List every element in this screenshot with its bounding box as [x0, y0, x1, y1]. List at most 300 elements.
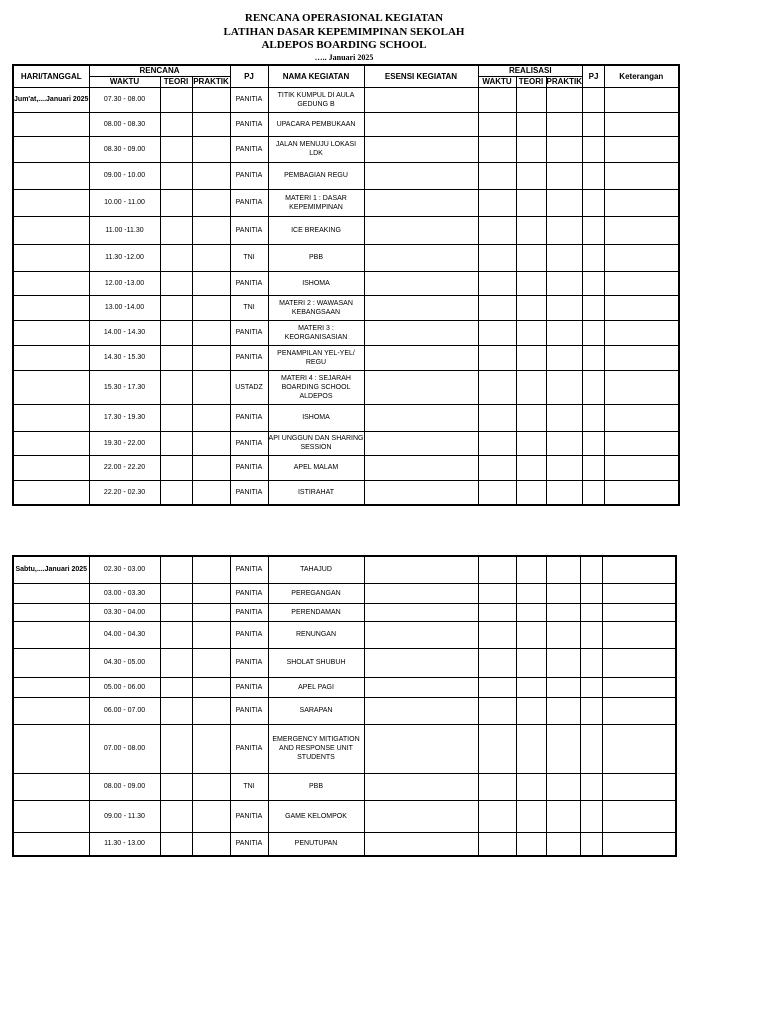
praktik-cell: [192, 697, 230, 724]
realisasi-waktu-cell: [478, 370, 516, 404]
esensi-cell: [364, 621, 478, 648]
day-label-cell: [13, 583, 89, 603]
day-label-cell: [13, 189, 89, 216]
keterangan-cell: [605, 189, 679, 216]
realisasi-waktu-cell: [478, 556, 516, 583]
realisasi-teori-cell: [516, 455, 546, 480]
realisasi-pj-cell: [580, 677, 602, 697]
kegiatan-cell: SHOLAT SHUBUH: [268, 648, 364, 677]
realisasi-waktu-cell: [478, 244, 516, 271]
realisasi-waktu-cell: [478, 621, 516, 648]
praktik-cell: [192, 216, 230, 244]
realisasi-teori-cell: [516, 112, 546, 136]
table-row: [13, 556, 676, 583]
realisasi-pj-cell: [583, 431, 605, 455]
day-label-cell: [13, 677, 89, 697]
realisasi-praktik-cell: [546, 648, 580, 677]
kegiatan-cell: ISTIRAHAT: [268, 480, 364, 505]
waktu-cell: 14.30 - 15.30: [89, 345, 160, 370]
keterangan-cell: [605, 216, 679, 244]
pj-cell: PANITIA: [230, 162, 268, 189]
waktu-cell: 14.00 - 14.30: [89, 320, 160, 345]
realisasi-waktu-cell: [478, 697, 516, 724]
teori-cell: [160, 724, 192, 773]
kegiatan-cell: APEL PAGI: [268, 677, 364, 697]
realisasi-waktu-cell: [478, 271, 516, 295]
table-row: [13, 603, 676, 621]
keterangan-cell: [605, 271, 679, 295]
waktu-cell: 06.00 - 07.00: [89, 697, 160, 724]
praktik-cell: [192, 136, 230, 162]
waktu-cell: 10.00 - 11.00: [89, 189, 160, 216]
teori-cell: [160, 800, 192, 832]
esensi-cell: [364, 697, 478, 724]
table-row: [13, 697, 676, 724]
esensi-cell: [364, 295, 478, 320]
keterangan-cell: [605, 295, 679, 320]
realisasi-praktik-cell: [546, 87, 583, 112]
waktu-cell: 04.00 - 04.30: [89, 621, 160, 648]
keterangan-cell: [602, 800, 676, 832]
teori-cell: [160, 603, 192, 621]
kegiatan-cell: MATERI 1 : DASAR KEPEMIMPINAN: [268, 189, 364, 216]
pj-cell: PANITIA: [230, 271, 268, 295]
teori-cell: [160, 370, 192, 404]
realisasi-teori-cell: [516, 677, 546, 697]
teori-cell: [160, 295, 192, 320]
day-label-cell: [13, 832, 89, 856]
waktu-cell: 19.30 - 22.00: [89, 431, 160, 455]
realisasi-teori-cell: [516, 431, 546, 455]
keterangan-cell: [605, 431, 679, 455]
pj-cell: PANITIA: [230, 697, 268, 724]
kegiatan-cell: ICE BREAKING: [268, 216, 364, 244]
pj-cell: PANITIA: [230, 431, 268, 455]
keterangan-cell: [605, 244, 679, 271]
keterangan-cell: [602, 648, 676, 677]
realisasi-waktu-cell: [478, 603, 516, 621]
realisasi-praktik-cell: [546, 800, 580, 832]
kegiatan-cell: MATERI 4 : SEJARAH BOARDING SCHOOL ALDEPOS: [268, 370, 364, 404]
keterangan-cell: [602, 724, 676, 773]
keterangan-cell: [602, 832, 676, 856]
realisasi-teori-cell: [516, 583, 546, 603]
day-label-cell: [13, 455, 89, 480]
esensi-cell: [364, 404, 478, 431]
kegiatan-cell: TAHAJUD: [268, 556, 364, 583]
teori-cell: [160, 136, 192, 162]
praktik-cell: [192, 724, 230, 773]
realisasi-praktik-cell: [546, 404, 583, 431]
day-label-cell: [13, 697, 89, 724]
realisasi-waktu-cell: [478, 583, 516, 603]
pj-cell: TNI: [230, 244, 268, 271]
praktik-cell: [192, 603, 230, 621]
esensi-cell: [364, 677, 478, 697]
praktik-cell: [192, 271, 230, 295]
esensi-cell: [364, 244, 478, 271]
realisasi-pj-cell: [580, 621, 602, 648]
pj-cell: PANITIA: [230, 724, 268, 773]
realisasi-teori-cell: [516, 136, 546, 162]
table-row: [13, 162, 679, 189]
realisasi-praktik-cell: [546, 556, 580, 583]
realisasi-praktik-cell: [546, 370, 583, 404]
waktu-cell: 08.00 - 09.00: [89, 773, 160, 800]
waktu-cell: 04.30 - 05.00: [89, 648, 160, 677]
day-label-cell: [13, 244, 89, 271]
realisasi-teori-cell: [516, 216, 546, 244]
realisasi-waktu-cell: [478, 800, 516, 832]
realisasi-teori-cell: [516, 271, 546, 295]
day-label-cell: [13, 112, 89, 136]
day-label-cell: [13, 480, 89, 505]
realisasi-praktik-cell: [546, 697, 580, 724]
realisasi-teori-cell: [516, 480, 546, 505]
realisasi-waktu-cell: [478, 648, 516, 677]
waktu-cell: 22.20 - 02.30: [89, 480, 160, 505]
pj-cell: PANITIA: [230, 345, 268, 370]
praktik-cell: [192, 455, 230, 480]
day-label-cell: [13, 800, 89, 832]
pj-cell: PANITIA: [230, 621, 268, 648]
realisasi-pj-cell: [580, 800, 602, 832]
realisasi-pj-cell: [580, 603, 602, 621]
esensi-cell: [364, 431, 478, 455]
realisasi-praktik-cell: [546, 162, 583, 189]
kegiatan-cell: TITIK KUMPUL DI AULA GEDUNG B: [268, 87, 364, 112]
kegiatan-cell: SARAPAN: [268, 697, 364, 724]
realisasi-pj-cell: [583, 271, 605, 295]
realisasi-waktu-cell: [478, 216, 516, 244]
esensi-cell: [364, 648, 478, 677]
esensi-cell: [364, 724, 478, 773]
keterangan-cell: [605, 162, 679, 189]
day-label-cell: [13, 162, 89, 189]
teori-cell: [160, 404, 192, 431]
header-realisasi-pj: PJ: [583, 65, 605, 87]
keterangan-cell: [602, 677, 676, 697]
realisasi-waktu-cell: [478, 480, 516, 505]
kegiatan-cell: PEMBAGIAN REGU: [268, 162, 364, 189]
realisasi-praktik-cell: [546, 677, 580, 697]
keterangan-cell: [605, 320, 679, 345]
header-praktik: PRAKTIK: [193, 77, 229, 86]
realisasi-waktu-cell: [478, 112, 516, 136]
realisasi-praktik-cell: [546, 271, 583, 295]
realisasi-praktik-cell: [546, 480, 583, 505]
table-row: [13, 244, 679, 271]
teori-cell: [160, 480, 192, 505]
praktik-cell: [192, 345, 230, 370]
realisasi-pj-cell: [583, 370, 605, 404]
waktu-cell: 08.00 - 08.30: [89, 112, 160, 136]
day-label-cell: [13, 271, 89, 295]
schedule-table-day1: [12, 64, 680, 506]
realisasi-teori-cell: [516, 621, 546, 648]
pj-cell: PANITIA: [230, 480, 268, 505]
esensi-cell: [364, 216, 478, 244]
praktik-cell: [192, 320, 230, 345]
keterangan-cell: [602, 773, 676, 800]
kegiatan-cell: PBB: [268, 244, 364, 271]
esensi-cell: [364, 162, 478, 189]
teori-cell: [160, 431, 192, 455]
realisasi-teori-cell: [516, 603, 546, 621]
realisasi-waktu-cell: [478, 773, 516, 800]
waktu-cell: 17.30 - 19.30: [89, 404, 160, 431]
table-row: [13, 404, 679, 431]
praktik-cell: [192, 583, 230, 603]
realisasi-waktu-cell: [478, 295, 516, 320]
table-row: [13, 87, 679, 112]
doc-title-line2: LATIHAN DASAR KEPEMIMPINAN SEKOLAH: [223, 26, 465, 38]
praktik-cell: [192, 244, 230, 271]
realisasi-teori-cell: [516, 800, 546, 832]
praktik-cell: [192, 677, 230, 697]
day-label-cell: [13, 621, 89, 648]
realisasi-teori-cell: [516, 556, 546, 583]
header-realisasi-teori: TEORI: [516, 76, 546, 87]
header-realisasi-praktik: PRAKTIK: [546, 77, 583, 86]
table-row: [13, 583, 676, 603]
header-waktu: WAKTU: [89, 76, 160, 87]
keterangan-cell: [602, 603, 676, 621]
realisasi-pj-cell: [583, 136, 605, 162]
waktu-cell: 07.30 - 08.00: [89, 87, 160, 112]
day-label-cell: [13, 216, 89, 244]
realisasi-waktu-cell: [478, 189, 516, 216]
table-row: [13, 216, 679, 244]
day-label-cell: [13, 404, 89, 431]
realisasi-pj-cell: [583, 112, 605, 136]
table-row: [13, 320, 679, 345]
praktik-cell: [192, 832, 230, 856]
keterangan-cell: [602, 556, 676, 583]
realisasi-waktu-cell: [478, 320, 516, 345]
day-label-cell: [13, 136, 89, 162]
kegiatan-cell: EMERGENCY MITIGATION AND RESPONSE UNIT STUDENTS: [268, 724, 364, 773]
keterangan-cell: [602, 583, 676, 603]
keterangan-cell: [605, 345, 679, 370]
kegiatan-cell: UPACARA PEMBUKAAN: [268, 112, 364, 136]
realisasi-pj-cell: [583, 87, 605, 112]
praktik-cell: [192, 404, 230, 431]
realisasi-praktik-cell: [546, 345, 583, 370]
pj-cell: PANITIA: [230, 320, 268, 345]
table-row: [13, 621, 676, 648]
kegiatan-cell: RENUNGAN: [268, 621, 364, 648]
esensi-cell: [364, 345, 478, 370]
table-row: [13, 295, 679, 320]
realisasi-teori-cell: [516, 404, 546, 431]
waktu-cell: 07.00 - 08.00: [89, 724, 160, 773]
praktik-cell: [192, 162, 230, 189]
kegiatan-cell: PEREGANGAN: [268, 583, 364, 603]
realisasi-pj-cell: [580, 832, 602, 856]
esensi-cell: [364, 832, 478, 856]
table-row: [13, 370, 679, 404]
esensi-cell: [364, 320, 478, 345]
day-label-cell: [13, 345, 89, 370]
pj-cell: PANITIA: [230, 87, 268, 112]
realisasi-teori-cell: [516, 832, 546, 856]
kegiatan-cell: PENUTUPAN: [268, 832, 364, 856]
table-row: [13, 431, 679, 455]
waktu-cell: 03.30 - 04.00: [89, 603, 160, 621]
esensi-cell: [364, 87, 478, 112]
realisasi-praktik-cell: [546, 621, 580, 648]
keterangan-cell: [605, 112, 679, 136]
pj-cell: USTADZ: [230, 370, 268, 404]
day-label-cell: [13, 370, 89, 404]
esensi-cell: [364, 556, 478, 583]
esensi-cell: [364, 136, 478, 162]
realisasi-praktik-cell: [546, 583, 580, 603]
keterangan-cell: [605, 136, 679, 162]
teori-cell: [160, 773, 192, 800]
table-row: [13, 773, 676, 800]
realisasi-praktik-cell: [546, 603, 580, 621]
realisasi-teori-cell: [516, 320, 546, 345]
header-teori: TEORI: [160, 76, 192, 87]
realisasi-teori-cell: [516, 648, 546, 677]
realisasi-pj-cell: [583, 244, 605, 271]
teori-cell: [160, 455, 192, 480]
teori-cell: [160, 320, 192, 345]
table-row: [13, 677, 676, 697]
waktu-cell: 11.30 - 13.00: [89, 832, 160, 856]
kegiatan-cell: ISHOMA: [268, 271, 364, 295]
realisasi-teori-cell: [516, 244, 546, 271]
realisasi-teori-cell: [516, 162, 546, 189]
pj-cell: PANITIA: [230, 832, 268, 856]
pj-cell: TNI: [230, 295, 268, 320]
waktu-cell: 15.30 - 17.30: [89, 370, 160, 404]
teori-cell: [160, 162, 192, 189]
pj-cell: PANITIA: [230, 603, 268, 621]
waktu-cell: 09.00 - 11.30: [89, 800, 160, 832]
realisasi-teori-cell: [516, 773, 546, 800]
keterangan-cell: [605, 404, 679, 431]
praktik-cell: [192, 800, 230, 832]
kegiatan-cell: JALAN MENUJU LOKASI LDK: [268, 136, 364, 162]
praktik-cell: [192, 189, 230, 216]
esensi-cell: [364, 583, 478, 603]
realisasi-waktu-cell: [478, 724, 516, 773]
teori-cell: [160, 87, 192, 112]
teori-cell: [160, 677, 192, 697]
esensi-cell: [364, 800, 478, 832]
realisasi-pj-cell: [580, 773, 602, 800]
realisasi-pj-cell: [583, 295, 605, 320]
praktik-cell: [192, 370, 230, 404]
waktu-cell: 11.00 -11.30: [89, 216, 160, 244]
pj-cell: PANITIA: [230, 556, 268, 583]
praktik-cell: [192, 621, 230, 648]
header-keterangan: Keterangan: [605, 65, 679, 87]
kegiatan-cell: GAME KELOMPOK: [268, 800, 364, 832]
realisasi-pj-cell: [583, 480, 605, 505]
teori-cell: [160, 556, 192, 583]
realisasi-pj-cell: [583, 345, 605, 370]
keterangan-cell: [602, 697, 676, 724]
pj-cell: PANITIA: [230, 800, 268, 832]
doc-title-line1: RENCANA OPERASIONAL KEGIATAN: [244, 12, 444, 24]
table-row: [13, 648, 676, 677]
realisasi-pj-cell: [580, 583, 602, 603]
kegiatan-cell: PENAMPILAN YEL-YEL/ REGU: [268, 345, 364, 370]
realisasi-praktik-cell: [546, 295, 583, 320]
table-row: [13, 345, 679, 370]
realisasi-waktu-cell: [478, 162, 516, 189]
realisasi-teori-cell: [516, 345, 546, 370]
realisasi-waktu-cell: [478, 136, 516, 162]
realisasi-praktik-cell: [546, 724, 580, 773]
header-realisasi: REALISASI: [478, 65, 583, 76]
day-label-cell: [13, 724, 89, 773]
table-row: [13, 480, 679, 505]
day-label-cell: [13, 603, 89, 621]
realisasi-teori-cell: [516, 370, 546, 404]
header-nama-kegiatan: NAMA KEGIATAN: [268, 65, 364, 87]
realisasi-waktu-cell: [478, 431, 516, 455]
day-label-cell: [13, 773, 89, 800]
waktu-cell: 03.00 - 03.30: [89, 583, 160, 603]
esensi-cell: [364, 455, 478, 480]
praktik-cell: [192, 648, 230, 677]
schedule-table-day2: [12, 555, 677, 857]
pj-cell: PANITIA: [230, 404, 268, 431]
teori-cell: [160, 345, 192, 370]
table-row: [13, 112, 679, 136]
keterangan-cell: [602, 621, 676, 648]
esensi-cell: [364, 112, 478, 136]
praktik-cell: [192, 556, 230, 583]
praktik-cell: [192, 773, 230, 800]
teori-cell: [160, 648, 192, 677]
doc-date-line: ….. Januari 2025: [314, 53, 374, 62]
pj-cell: PANITIA: [230, 648, 268, 677]
waktu-cell: 05.00 - 06.00: [89, 677, 160, 697]
realisasi-teori-cell: [516, 697, 546, 724]
pj-cell: PANITIA: [230, 677, 268, 697]
kegiatan-cell: API UNGGUN DAN SHARING SESSION: [268, 431, 364, 455]
pj-cell: PANITIA: [230, 455, 268, 480]
realisasi-praktik-cell: [546, 189, 583, 216]
realisasi-praktik-cell: [546, 136, 583, 162]
table-row: [13, 832, 676, 856]
realisasi-waktu-cell: [478, 345, 516, 370]
realisasi-teori-cell: [516, 189, 546, 216]
waktu-cell: 09.00 - 10.00: [89, 162, 160, 189]
keterangan-cell: [605, 87, 679, 112]
realisasi-teori-cell: [516, 295, 546, 320]
praktik-cell: [192, 295, 230, 320]
day-label-cell: Jum'at,....Januari 2025: [13, 87, 89, 112]
teori-cell: [160, 697, 192, 724]
esensi-cell: [364, 370, 478, 404]
realisasi-pj-cell: [583, 455, 605, 480]
kegiatan-cell: MATERI 2 : WAWASAN KEBANGSAAN: [268, 295, 364, 320]
waktu-cell: 13.00 -14.00: [89, 295, 160, 320]
header-esensi-kegiatan: ESENSI KEGIATAN: [364, 65, 478, 87]
header-realisasi-waktu: WAKTU: [478, 76, 516, 87]
day-label-cell: [13, 431, 89, 455]
realisasi-pj-cell: [580, 556, 602, 583]
realisasi-waktu-cell: [478, 404, 516, 431]
realisasi-teori-cell: [516, 87, 546, 112]
